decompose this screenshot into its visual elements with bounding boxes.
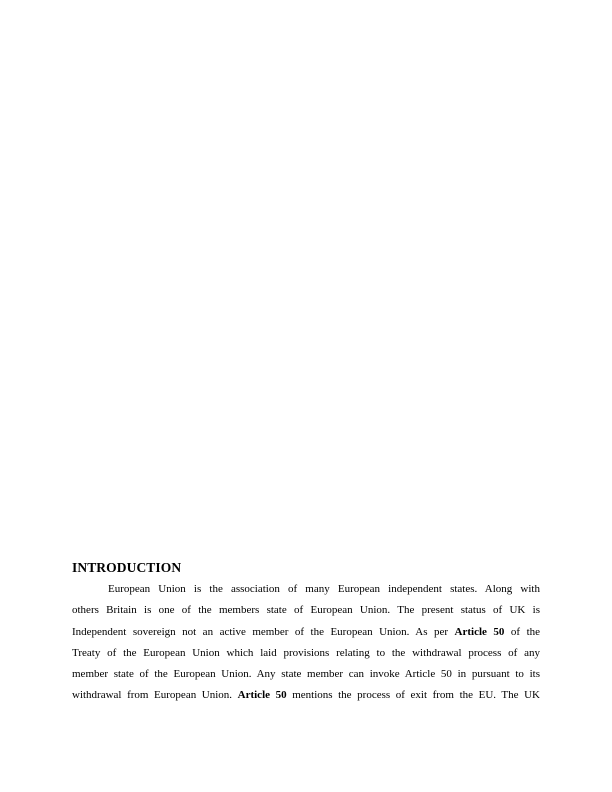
- section-heading: INTRODUCTION: [72, 560, 182, 575]
- line-text: member state of the European Union. Any state member can invoke Article 50 in pursuant to its: [72, 668, 540, 681]
- introduction-section: [72, 560, 540, 707]
- paragraph-line: [72, 643, 540, 664]
- line-text: Treaty of the European Union which laid provisions relating to the withdrawal process of any: [72, 646, 540, 659]
- paragraph-line: [72, 664, 540, 685]
- line-text: others Britain is one of the members state of European Union. The present status of UK is: [72, 604, 540, 617]
- article-reference: Article 50: [237, 689, 287, 702]
- introduction-paragraph: [72, 579, 540, 707]
- article-reference: Article 50: [454, 625, 505, 638]
- paragraph-line: [72, 622, 540, 643]
- line-text: mentions the process of exit from the EU. The UK: [286, 689, 540, 702]
- line-text: of the: [504, 625, 541, 638]
- paragraph-line: [72, 579, 540, 600]
- line-text: withdrawal from European Union.: [72, 689, 238, 702]
- line-text: European Union is the association of many European independent states. Along with: [108, 583, 540, 595]
- line-text: Independent sovereign not an active member of the European Union. As per: [72, 625, 455, 638]
- paragraph-line: [72, 685, 540, 706]
- paragraph-line: [72, 600, 540, 621]
